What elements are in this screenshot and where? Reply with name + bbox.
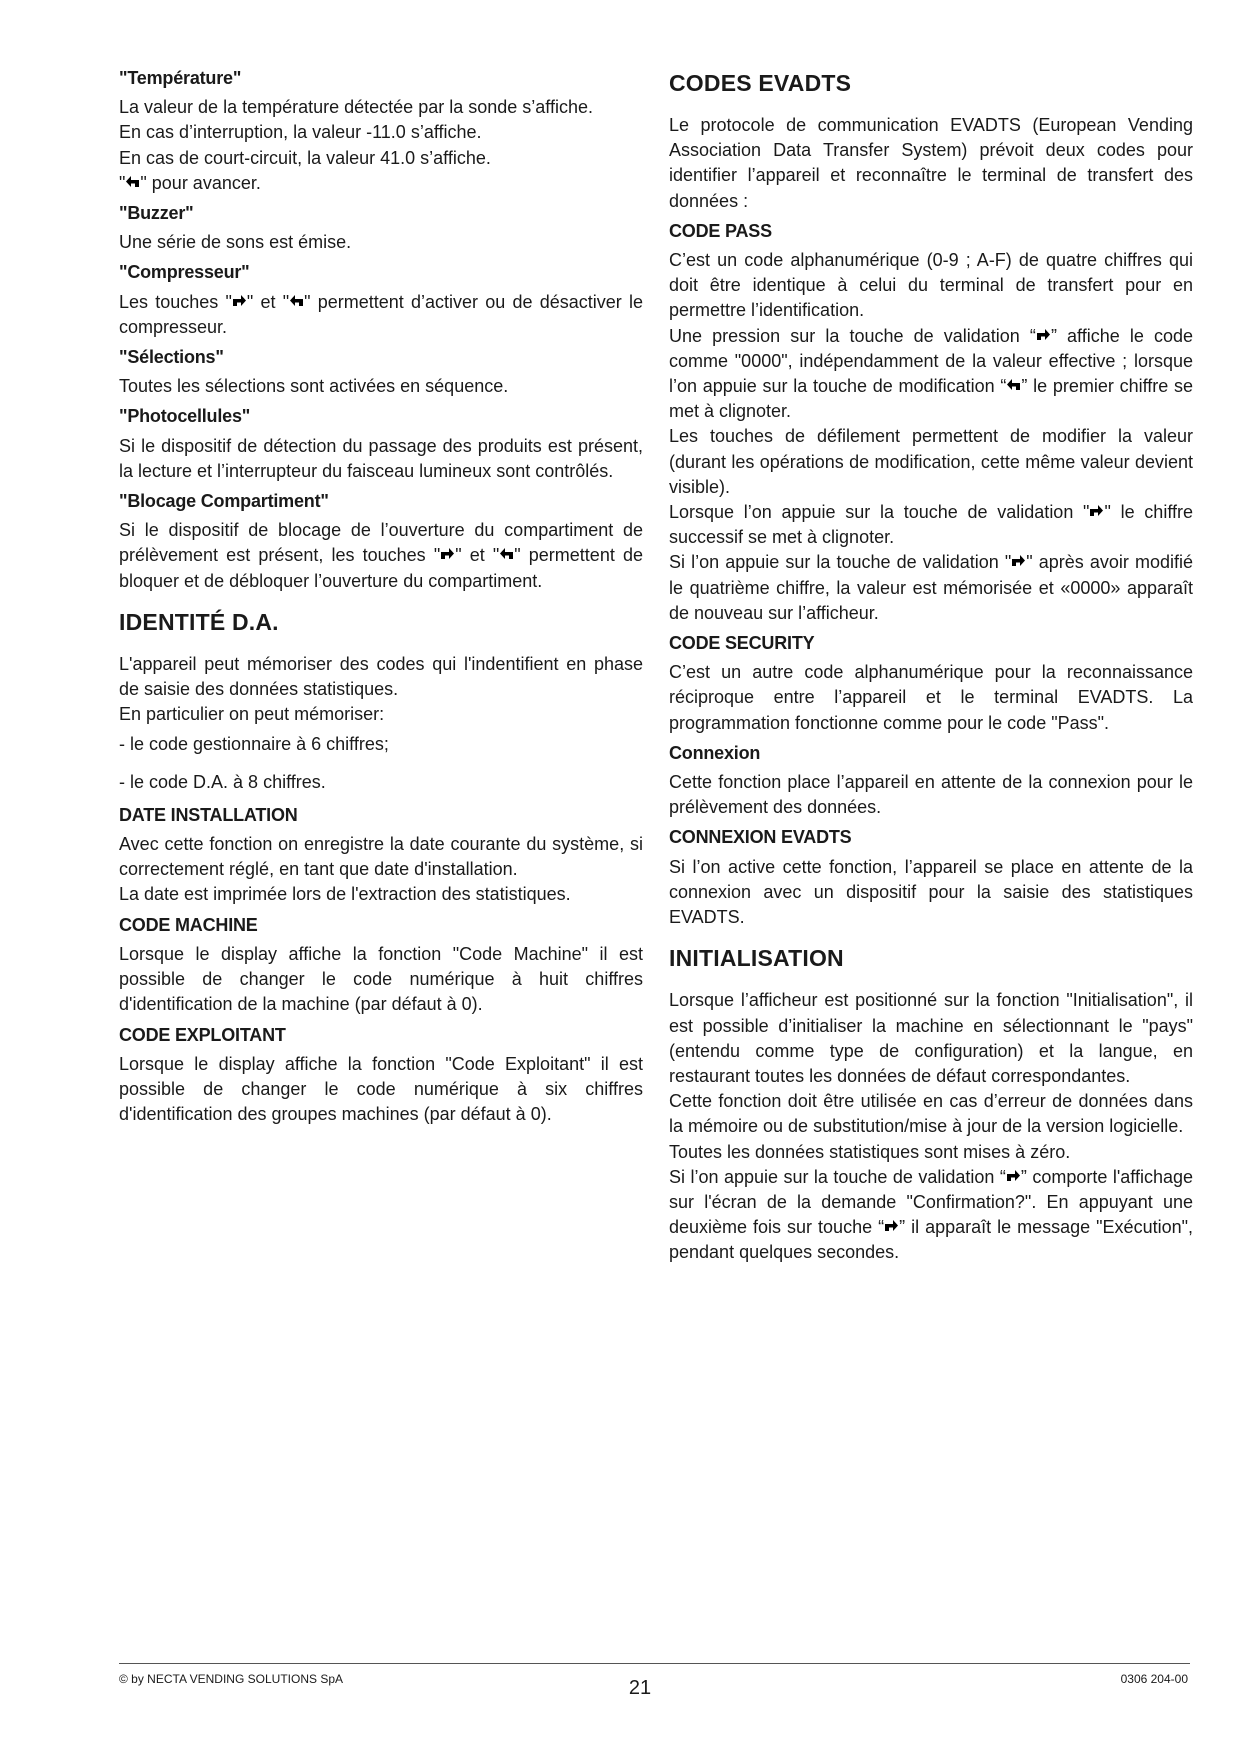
left-arrow-key-icon: [499, 547, 514, 562]
code-exploitant-heading: CODE EXPLOITANT: [119, 1024, 286, 1045]
compresseur-text: [119, 290, 643, 340]
text-part: Les touches ": [119, 291, 232, 312]
text-part: ” comporte l'affichage sur l'écran de la demande "Confirmation?". En appuyant une deuxième fois sur touche “: [669, 1166, 1193, 1238]
code-pass-heading: CODE PASS: [669, 220, 772, 241]
text-part: " et ": [455, 545, 500, 566]
identite-item-2: - le code D.A. à 8 chiffres.: [119, 771, 326, 792]
initialisation-p2: Cette fonction doit être utilisée en cas d’erreur de données dans la mémoire ou de substitution/mise à jour de la version logicielle.: [669, 1091, 1193, 1137]
text-part: " permettent de bloquer et de débloquer l’ouverture du compartiment.: [119, 545, 643, 591]
text-part: ” il apparaît le message "Exécution", pendant quelques secondes.: [669, 1217, 1193, 1263]
right-column: [669, 66, 1193, 1266]
right-arrow-key-icon: [440, 547, 455, 562]
right-arrow-key-icon: [1011, 554, 1026, 569]
code-pass-p2: [669, 324, 1193, 425]
identite-item-1: - le code gestionnaire à 6 chiffres;: [119, 734, 389, 755]
initialisation-title: INITIALISATION: [669, 945, 844, 972]
buzzer-text: Une série de sons est émise.: [119, 232, 352, 253]
date-installation-line-1: Avec cette fonction on enregistre la date courante du système, si correctement réglé, en tant que date d'installation.: [119, 834, 643, 880]
photocellules-heading: "Photocellules": [119, 406, 251, 427]
temperature-line-1: La valeur de la température détectée par la sonde s’affiche.: [119, 97, 593, 118]
codes-evadts-title: CODES EVADTS: [669, 70, 852, 96]
text-part: " le chiffre successif se met à clignoter.: [669, 502, 1193, 548]
text-part: " après avoir modifié le quatrième chiffre, la valeur est mémorisée et «0000» apparaît de nouveau sur l’afficheur.: [669, 552, 1193, 623]
text-part: Une pression sur la touche de validation “: [669, 325, 1036, 346]
text-part: Si le dispositif de blocage de l’ouverture du compartiment de prélèvement est présent, les touches ": [119, 520, 643, 566]
code-machine-text: Lorsque le display affiche la fonction "Code Machine" il est possible de changer le code numérique à huit chiffres d'identification de la machine (par défaut à 0).: [119, 943, 643, 1015]
date-installation-line-2: La date est imprimée lors de l'extraction des statistiques.: [119, 884, 571, 905]
text-part: Lorsque l’on appuie sur la touche de validation ": [669, 502, 1090, 523]
advance-text: " pour avancer.: [140, 172, 261, 193]
code-pass-p4: [669, 500, 1193, 550]
code-pass-p1: C’est un code alphanumérique (0-9 ; A-F) de quatre chiffres qui doit être identique à celui du terminal de transfert pour en permettre l’identification.: [669, 250, 1193, 321]
connexion-text: Cette fonction place l’appareil en attente de la connexion pour le prélèvement des données.: [669, 772, 1193, 818]
initialisation-p4: [669, 1165, 1193, 1266]
compresseur-heading: "Compresseur": [119, 262, 250, 283]
left-arrow-key-icon: [125, 175, 140, 190]
right-arrow-key-icon: [1036, 328, 1051, 343]
selections-text: Toutes les sélections sont activées en séquence.: [119, 376, 509, 397]
photocellules-text: Si le dispositif de détection du passage des produits est présent, la lecture et l’interrupteur du faisceau lumineux sont contrôlés.: [119, 435, 643, 481]
text-part: ” le premier chiffre se met à clignoter.: [669, 376, 1193, 422]
buzzer-heading: "Buzzer": [119, 203, 194, 224]
selections-heading: "Sélections": [119, 347, 224, 368]
right-arrow-key-icon: [1006, 1169, 1021, 1184]
footer-copyright: © by NECTA VENDING SOLUTIONS SpA: [119, 1672, 344, 1686]
text-part: ” affiche le code comme "0000", indépendamment de la valeur effective ; lorsque l’on appuie sur la touche de modification “: [669, 325, 1193, 397]
right-arrow-key-icon: [884, 1219, 899, 1234]
left-arrow-key-icon: [289, 294, 304, 309]
initialisation-p3: Toutes les données statistiques sont mises à zéro.: [669, 1141, 1071, 1162]
identite-line-1: L'appareil peut mémoriser des codes qui l'indentifient en phase de saisie des données statistiques.: [119, 653, 643, 700]
codes-evadts-text: Le protocole de communication EVADTS (European Vending Association Data Transfer System) prévoit deux codes pour identifier l’appareil et reconnaître le terminal de transfert des données :: [669, 115, 1193, 211]
right-arrow-key-icon: [232, 294, 247, 309]
temperature-advance: [119, 171, 643, 196]
identite-line-2: En particulier on peut mémoriser:: [119, 704, 385, 725]
text-part: " permettent d’activer ou de désactiver le compresseur.: [119, 291, 643, 337]
connexion-evadts-text: Si l’on active cette fonction, l’appareil se place en attente de la connexion avec un dispositif pour la saisie des statistiques EVADTS.: [669, 856, 1193, 928]
text-part: Si l’on appuie sur la touche de validation ": [669, 552, 1012, 573]
code-exploitant-text: Lorsque le display affiche la fonction "Code Exploitant" il est possible de changer le code numérique à six chiffres d'identification des groupes machines (par défaut à 0).: [119, 1053, 643, 1125]
temperature-line-2: En cas d’interruption, la valeur -11.0 s’affiche.: [119, 122, 482, 143]
code-machine-heading: CODE MACHINE: [119, 914, 258, 935]
code-security-text: C’est un autre code alphanumérique pour la reconnaissance réciproque entre l’appareil et le terminal EVADTS. La programmation fonctionne comme pour le code "Pass".: [669, 662, 1193, 733]
temperature-heading: "Température": [119, 68, 242, 88]
quote: ": [119, 172, 126, 193]
footer-doc-code: 0306 204-00: [1120, 1672, 1188, 1686]
temperature-line-3: En cas de court-circuit, la valeur 41.0 s’affiche.: [119, 147, 491, 168]
connexion-heading: Connexion: [669, 742, 761, 763]
text-part: " et ": [246, 291, 290, 312]
code-pass-p3: Les touches de défilement permettent de modifier la valeur (durant les opérations de modification, cette même valeur devient visible).: [669, 426, 1193, 497]
text-part: Si l’on appuie sur la touche de validation “: [669, 1166, 1006, 1187]
initialisation-p1: Lorsque l’afficheur est positionné sur la fonction "Initialisation", il est possible d’initialiser la machine en sélectionnant le "pays" (entendu comme type de configuration) et la langue, en restaurant toutes les données de défaut correspondantes.: [669, 990, 1193, 1086]
blocage-heading: "Blocage Compartiment": [119, 491, 329, 512]
footer-divider: [119, 1663, 1190, 1664]
blocage-text: [119, 518, 643, 594]
code-pass-p5: [669, 550, 1193, 626]
date-installation-heading: DATE INSTALLATION: [119, 804, 298, 825]
connexion-evadts-heading: CONNEXION EVADTS: [669, 827, 852, 848]
right-arrow-key-icon: [1089, 504, 1104, 519]
identite-title: IDENTITÉ D.A.: [119, 608, 279, 635]
left-column: [119, 66, 643, 1127]
code-security-heading: CODE SECURITY: [669, 633, 815, 654]
left-arrow-key-icon: [1006, 378, 1021, 393]
page-number: 21: [628, 1677, 652, 1699]
